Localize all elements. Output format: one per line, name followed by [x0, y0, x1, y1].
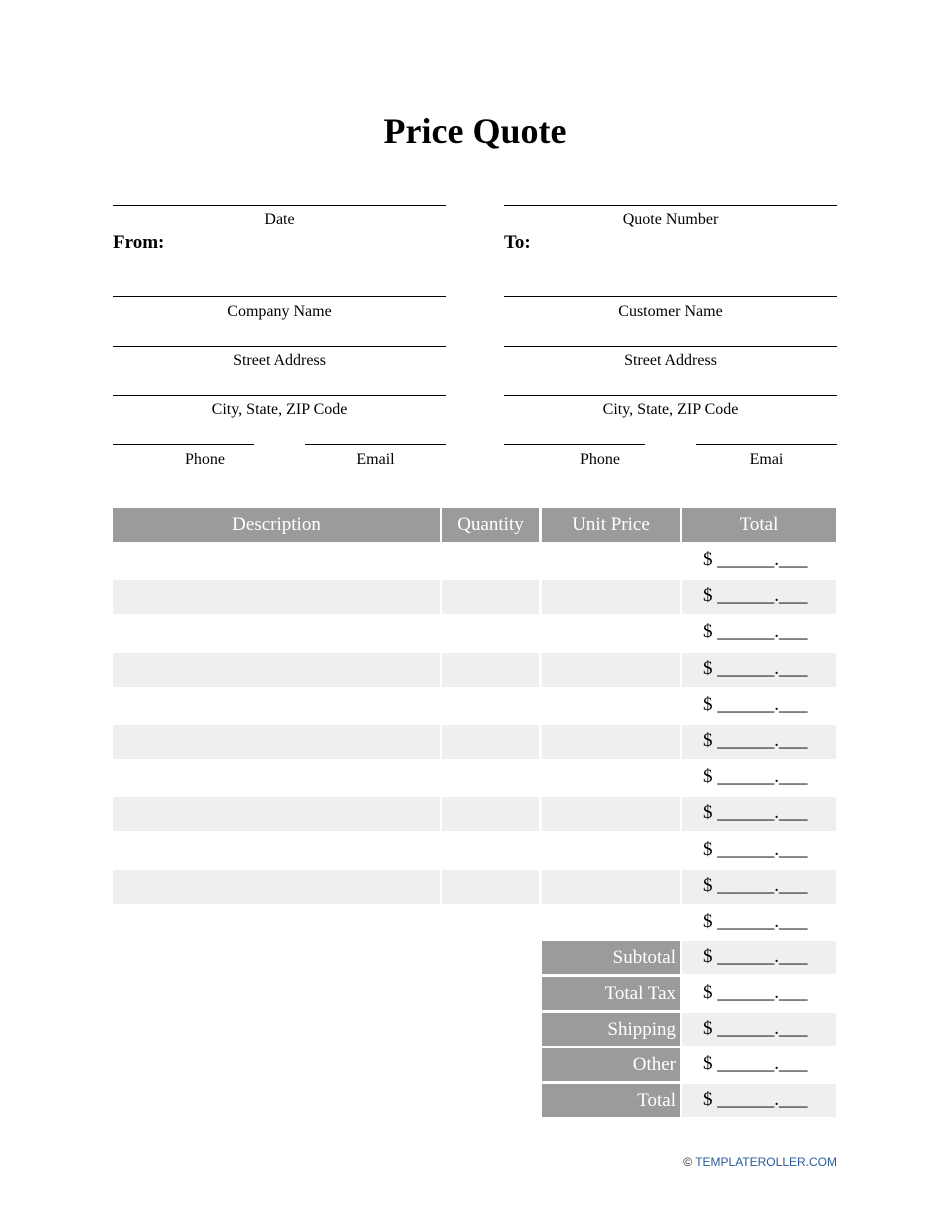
table-cell[interactable]: [542, 616, 680, 650]
table-cell[interactable]: [542, 725, 680, 759]
from-city-label: City, State, ZIP Code: [211, 401, 348, 418]
table-cell[interactable]: [442, 544, 539, 578]
column-header: Description: [113, 508, 440, 542]
totals-value-blank[interactable]: $ ______.___: [703, 1017, 808, 1039]
quote-number-label: Quote Number: [622, 211, 719, 228]
column-header: Total: [682, 508, 836, 542]
row-total-blank[interactable]: $ ______.___: [703, 693, 808, 715]
row-total-blank[interactable]: $ ______.___: [703, 766, 808, 788]
row-total-blank[interactable]: $ ______.___: [703, 549, 808, 570]
row-total-blank[interactable]: $ ______.___: [703, 911, 808, 932]
totals-label: Total Tax: [542, 977, 680, 1010]
table-cell[interactable]: [442, 761, 539, 795]
table-cell[interactable]: [542, 653, 680, 687]
date-label: Date: [264, 211, 295, 228]
customer-name-label: Customer Name: [618, 303, 723, 320]
totals-value-blank[interactable]: $ ______.___: [703, 1053, 808, 1075]
row-total-blank[interactable]: $ ______.___: [703, 802, 808, 824]
row-total-blank[interactable]: $ ______.___: [703, 874, 808, 896]
customer-name-line[interactable]: [504, 296, 837, 297]
row-total-blank[interactable]: $ ______.___: [703, 621, 808, 643]
from-street-line[interactable]: [113, 346, 446, 347]
totals-value-blank[interactable]: $ ______.___: [703, 981, 808, 1003]
to-phone-label: Phone: [580, 451, 620, 468]
to-street-label: Street Address: [624, 352, 717, 369]
column-header: Unit Price: [542, 508, 680, 542]
table-cell[interactable]: [442, 797, 539, 831]
table-cell[interactable]: [113, 870, 440, 904]
quote-number-line[interactable]: [504, 205, 837, 206]
table-cell[interactable]: [542, 544, 680, 578]
date-line[interactable]: [113, 205, 446, 206]
row-total-blank[interactable]: $ ______.___: [703, 838, 808, 860]
table-cell[interactable]: [442, 653, 539, 687]
to-email-label: Emai: [749, 451, 784, 468]
row-total-blank[interactable]: $ ______.___: [703, 657, 808, 679]
from-city-line[interactable]: [113, 395, 446, 396]
table-cell[interactable]: [542, 834, 680, 868]
table-cell[interactable]: [542, 689, 680, 723]
table-cell[interactable]: [113, 544, 440, 578]
table-cell[interactable]: [542, 870, 680, 904]
to-heading: To:: [504, 232, 531, 253]
table-cell[interactable]: [113, 725, 440, 759]
company-name-label: Company Name: [227, 303, 332, 320]
from-heading: From:: [113, 232, 165, 253]
footer-credit[interactable]: [683, 1155, 837, 1169]
from-phone-line[interactable]: [113, 444, 254, 445]
row-total-blank[interactable]: $ ______.___: [703, 585, 808, 607]
to-email-line[interactable]: [696, 444, 837, 445]
page-title: Price Quote: [383, 111, 567, 151]
from-email-label: Email: [356, 451, 395, 468]
table-cell[interactable]: [442, 689, 539, 723]
to-street-line[interactable]: [504, 346, 837, 347]
table-cell[interactable]: [442, 725, 539, 759]
table-cell[interactable]: [113, 580, 440, 614]
totals-label: Subtotal: [542, 941, 680, 974]
totals-label: Total: [542, 1084, 680, 1117]
to-city-label: City, State, ZIP Code: [602, 401, 739, 418]
table-cell[interactable]: [113, 653, 440, 687]
row-total-blank[interactable]: $ ______.___: [703, 730, 808, 751]
from-email-line[interactable]: [305, 444, 446, 445]
to-city-line[interactable]: [504, 395, 837, 396]
table-cell[interactable]: [442, 580, 539, 614]
table-cell[interactable]: [113, 689, 440, 723]
table-cell[interactable]: [113, 834, 440, 868]
totals-label: Other: [542, 1048, 680, 1081]
table-cell[interactable]: [442, 616, 539, 650]
table-cell[interactable]: [442, 870, 539, 904]
footer-brand-link[interactable]: TEMPLATEROLLER.COM: [695, 1155, 837, 1169]
company-name-line[interactable]: [113, 296, 446, 297]
table-cell[interactable]: [113, 797, 440, 831]
table-cell[interactable]: [113, 616, 440, 650]
totals-value-blank[interactable]: $ ______.___: [703, 1089, 808, 1111]
to-phone-line[interactable]: [504, 444, 645, 445]
table-cell[interactable]: [113, 761, 440, 795]
table-cell[interactable]: [542, 580, 680, 614]
table-cell[interactable]: [542, 797, 680, 831]
totals-value-blank[interactable]: $ ______.___: [703, 946, 808, 967]
totals-label: Shipping: [542, 1013, 680, 1046]
column-header: Quantity: [442, 508, 539, 542]
copyright-symbol: ©: [683, 1155, 693, 1169]
from-phone-label: Phone: [185, 451, 225, 468]
table-cell[interactable]: [542, 761, 680, 795]
table-cell[interactable]: [442, 834, 539, 868]
from-street-label: Street Address: [233, 352, 326, 369]
